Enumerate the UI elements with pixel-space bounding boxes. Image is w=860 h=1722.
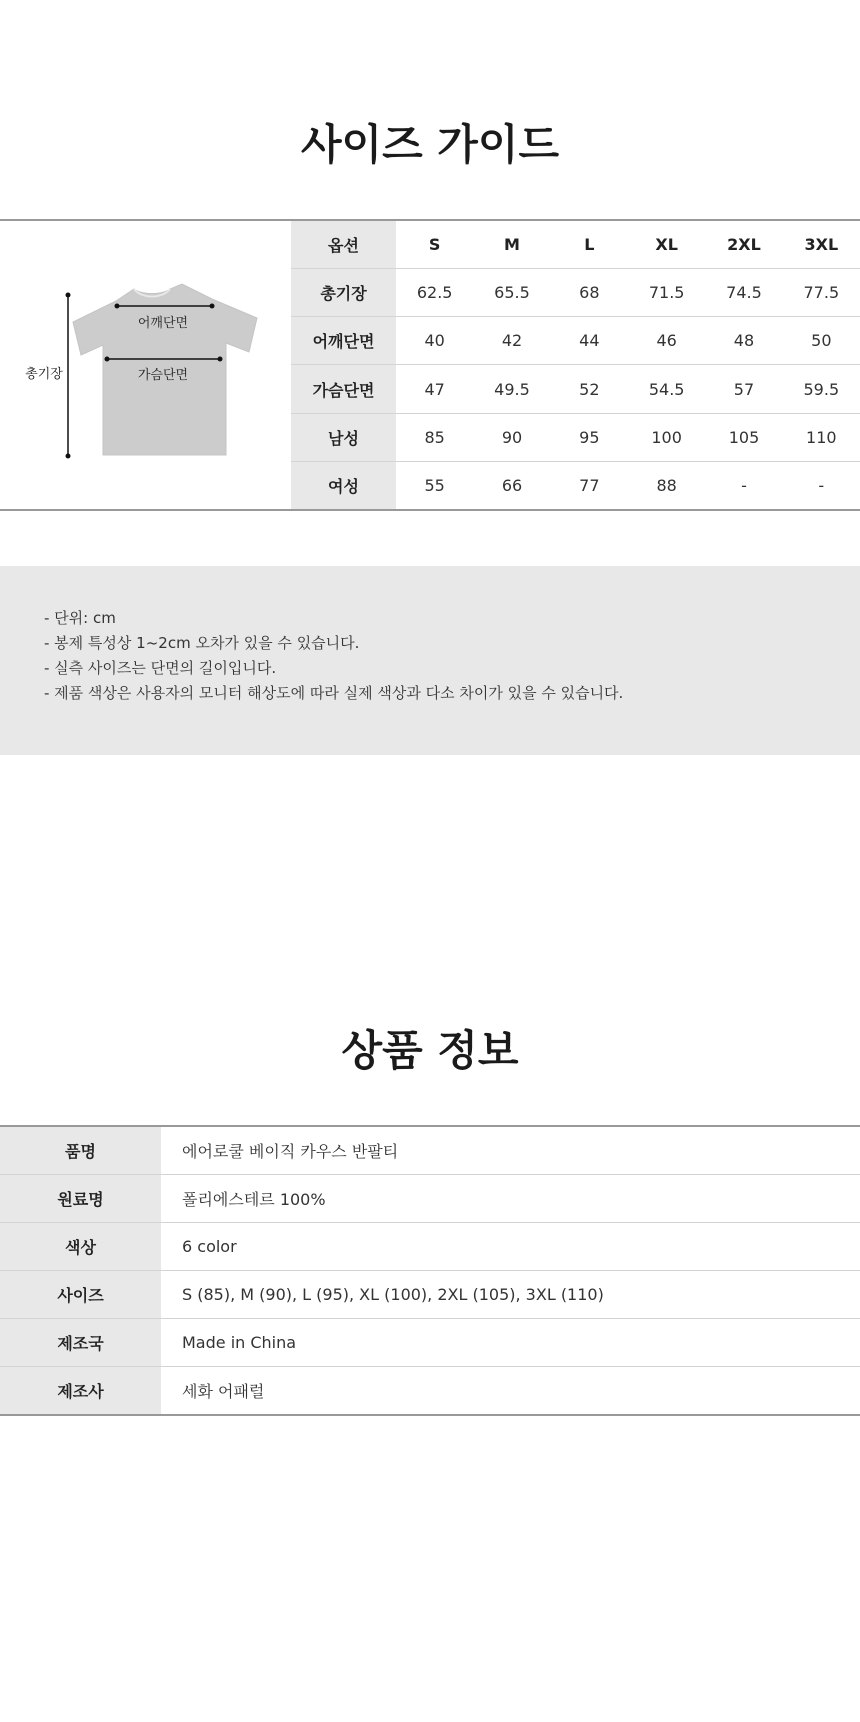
cell: 57 <box>705 365 782 413</box>
row-label: 어깨단면 <box>291 317 396 365</box>
cell: 90 <box>473 413 550 461</box>
cell: - <box>818 475 825 495</box>
cell: 44 <box>551 317 628 365</box>
size-header-l: L <box>551 221 628 269</box>
cell: 54.5 <box>628 365 705 413</box>
cell: 100 <box>628 413 705 461</box>
cell: 52 <box>551 365 628 413</box>
cell: 47 <box>396 365 473 413</box>
size-notes <box>0 566 860 755</box>
cell: 55 <box>424 475 445 495</box>
size-header-m: M <box>473 221 550 269</box>
note-line: - 제품 색상은 사용자의 모니터 해상도에 따라 실제 색상과 다소 차이가 있을 수 있습니다. <box>44 684 624 702</box>
product-info-title: 상품 정보 <box>341 1026 519 1075</box>
info-value: S (85), M (90), L (95), XL (100), 2XL (105), 3XL (110) <box>161 1271 860 1319</box>
cell: 65.5 <box>473 269 550 317</box>
cell: 77 <box>579 475 600 495</box>
size-table-header-row <box>291 221 860 269</box>
info-label: 품명 <box>0 1126 161 1175</box>
info-row-name <box>0 1126 860 1175</box>
row-label: 총기장 <box>291 269 396 317</box>
cell: 59.5 <box>783 365 860 413</box>
note-line: - 봉제 특성상 1~2cm 오차가 있을 수 있습니다. <box>44 634 360 652</box>
row-label: 여성 <box>291 461 396 509</box>
cell: 40 <box>396 317 473 365</box>
cell: 74.5 <box>705 269 782 317</box>
size-guide-section <box>0 219 860 511</box>
cell: 105 <box>705 413 782 461</box>
cell: 95 <box>551 413 628 461</box>
cell: 85 <box>396 413 473 461</box>
cell: - <box>741 475 747 495</box>
note-line: - 실측 사이즈는 단면의 길이입니다. <box>44 659 277 677</box>
shoulder-label: 어깨단면 <box>137 316 189 331</box>
info-label: 색상 <box>0 1223 161 1271</box>
tshirt-measurement-illustration <box>0 221 291 509</box>
cell: 62.5 <box>396 269 473 317</box>
row-label: 남성 <box>291 413 396 461</box>
size-table <box>291 221 860 509</box>
size-header-xl: XL <box>628 221 705 269</box>
size-guide-title: 사이즈 가이드 <box>300 120 560 169</box>
info-value: 폴리에스테르 100% <box>161 1175 860 1223</box>
info-label: 사이즈 <box>0 1271 161 1319</box>
total-length-label: 총기장 <box>25 367 63 382</box>
info-value: Made in China <box>161 1319 860 1367</box>
cell: 42 <box>473 317 550 365</box>
product-info-table <box>0 1125 860 1416</box>
info-row-manufacturer <box>0 1367 860 1416</box>
tshirt-diagram <box>0 221 291 509</box>
row-label: 가슴단면 <box>291 365 396 413</box>
size-row-men <box>291 413 860 461</box>
cell: 50 <box>783 317 860 365</box>
cell: 68 <box>551 269 628 317</box>
cell: 49.5 <box>473 365 550 413</box>
cell: 77.5 <box>783 269 860 317</box>
info-label: 제조국 <box>0 1319 161 1367</box>
size-header-2xl: 2XL <box>705 221 782 269</box>
size-row-shoulder <box>291 317 860 365</box>
info-value: 에어로쿨 베이직 카우스 반팔티 <box>161 1126 860 1175</box>
cell: 66 <box>501 475 523 495</box>
size-row-women <box>291 461 860 509</box>
size-header-3xl: 3XL <box>783 221 860 269</box>
size-table-option-header: 옵션 <box>291 221 396 269</box>
size-row-total-length <box>291 269 860 317</box>
cell: 110 <box>783 413 860 461</box>
size-header-s: S <box>396 221 473 269</box>
info-label: 원료명 <box>0 1175 161 1223</box>
info-value: 세화 어패럴 <box>182 1382 265 1401</box>
info-row-color <box>0 1223 860 1271</box>
info-label: 제조사 <box>0 1367 161 1416</box>
info-row-size <box>0 1271 860 1319</box>
note-line: - 단위: cm <box>44 609 116 627</box>
info-row-material <box>0 1175 860 1223</box>
cell: 71.5 <box>628 269 705 317</box>
cell: 88 <box>656 475 677 495</box>
size-row-chest <box>291 365 860 413</box>
info-row-country <box>0 1319 860 1367</box>
info-value: 6 color <box>161 1223 860 1271</box>
cell: 46 <box>628 317 705 365</box>
cell: 48 <box>705 317 782 365</box>
chest-label: 가슴단면 <box>137 368 189 383</box>
